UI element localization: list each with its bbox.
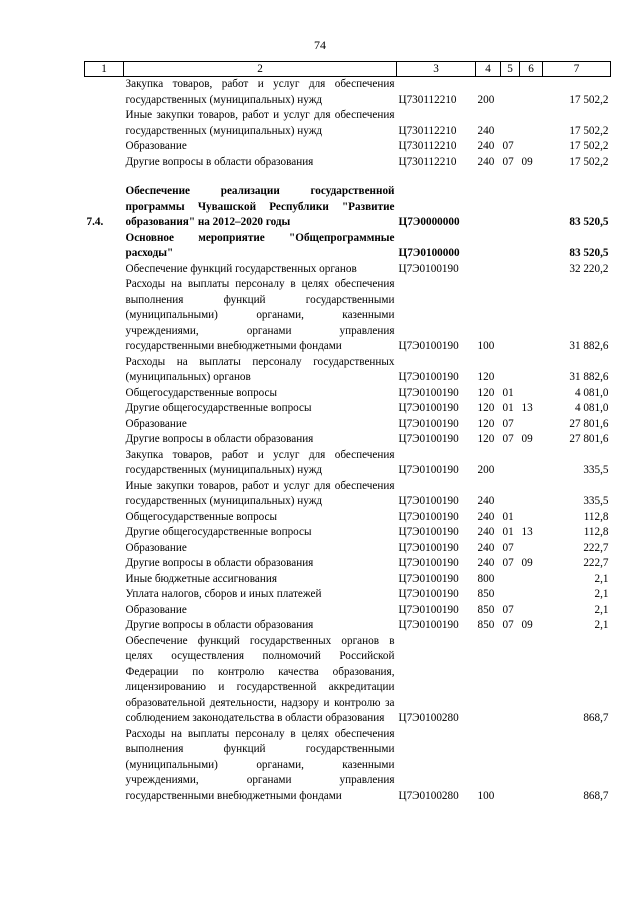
row-number	[85, 277, 124, 355]
table-row	[85, 448, 611, 479]
expense-type-code: 240	[477, 124, 495, 137]
expense-type-code: 100	[477, 340, 495, 352]
row-number	[85, 139, 124, 155]
column-header-row	[85, 62, 611, 77]
expense-type-code: 850	[477, 619, 495, 631]
table-row	[85, 727, 611, 805]
table-row	[85, 556, 611, 572]
expense-type-code: 120	[477, 417, 495, 430]
target-article-code: Ц7Э0100190	[398, 603, 459, 616]
subsection-code	[520, 634, 543, 727]
target-article-code: Ц7Э0100190	[398, 588, 459, 600]
target-article-code: Ц7Э0100190	[398, 510, 459, 523]
subsection-code: 09	[521, 433, 533, 445]
row-name: Образование	[125, 417, 187, 430]
row-number	[85, 525, 124, 541]
subsection-code: 09	[521, 155, 533, 168]
subsection-code	[520, 510, 543, 526]
section-code	[501, 448, 520, 479]
subsection-code	[520, 587, 543, 603]
column-header: 3	[397, 62, 476, 77]
amount-value: 27 801,6	[569, 417, 609, 430]
expense-type-code: 240	[477, 155, 495, 168]
page-number: 74	[314, 38, 326, 52]
row-number	[85, 401, 124, 417]
table-row	[85, 108, 611, 139]
amount-value: 112,8	[583, 526, 609, 538]
table-row	[85, 386, 611, 402]
amount-value: 27 801,6	[569, 433, 609, 445]
table-row	[85, 262, 611, 278]
amount-value: 2,1	[594, 588, 609, 600]
table-row	[85, 155, 611, 171]
spacer-row	[85, 170, 611, 184]
spacer-cell	[85, 170, 611, 184]
row-number: 7.4.	[86, 216, 104, 228]
expense-type-code: 120	[477, 371, 495, 383]
subsection-code	[520, 184, 543, 231]
budget-table	[84, 61, 611, 804]
expense-type-code: 200	[477, 464, 495, 476]
row-number	[85, 386, 124, 402]
row-name: Образование	[125, 603, 187, 616]
row-name: Обеспечение реализации государственной программы Чувашской Республики "Развитие образования" на 2012–2020 годы	[125, 185, 395, 228]
subsection-code	[520, 386, 543, 402]
target-article-code: Ц7Э0100190	[398, 386, 459, 399]
column-header: 2	[124, 62, 397, 77]
subsection-code	[520, 77, 543, 109]
row-name: Иные закупки товаров, работ и услуг для обеспечения государственных (муниципальных) нужд	[125, 479, 395, 507]
row-number	[85, 448, 124, 479]
expense-type-code: 240	[477, 557, 495, 569]
target-article-code: Ц7Э0100280	[398, 712, 459, 724]
row-name: Образование	[125, 140, 187, 152]
section-code: 07	[502, 619, 514, 631]
amount-value: 17 502,2	[569, 124, 609, 137]
table-row	[85, 541, 611, 557]
subsection-code	[520, 479, 543, 510]
expense-type-code	[476, 634, 501, 727]
column-header: 4	[476, 62, 501, 77]
table-row	[85, 77, 611, 109]
target-article-code: Ц7Э0100190	[398, 464, 459, 476]
section-code: 01	[502, 510, 514, 523]
section-code	[501, 572, 520, 588]
row-number	[85, 727, 124, 805]
column-header: 5	[501, 62, 520, 77]
expense-type-code: 240	[477, 140, 495, 152]
row-name: Закупка товаров, работ и услуг для обеспечения государственных (муниципальных) нужд	[125, 448, 395, 476]
target-article-code: Ц7Э0000000	[398, 216, 460, 228]
expense-type-code: 850	[477, 588, 495, 600]
row-name: Общегосударственные вопросы	[125, 386, 278, 399]
table-row	[85, 510, 611, 526]
target-article-code: Ц7Э0100190	[398, 557, 459, 569]
target-article-code: Ц7Э0100190	[398, 619, 459, 631]
row-name: Расходы на выплаты персоналу государственных (муниципальных) органов	[125, 355, 395, 383]
row-name: Образование	[125, 541, 187, 554]
row-number	[85, 556, 124, 572]
expense-type-code: 240	[477, 510, 495, 523]
section-code	[501, 727, 520, 805]
target-article-code: Ц7Э0100280	[398, 789, 459, 802]
row-number	[85, 587, 124, 603]
table-row	[85, 139, 611, 155]
target-article-code: Ц730112210	[398, 93, 457, 106]
expense-type-code: 200	[477, 93, 495, 106]
expense-type-code: 120	[477, 433, 495, 445]
section-code: 07	[502, 603, 514, 616]
amount-value: 32 220,2	[569, 262, 609, 275]
section-code: 07	[502, 433, 514, 445]
row-number	[85, 355, 124, 386]
amount-value: 31 882,6	[569, 340, 609, 352]
table-body	[85, 62, 611, 805]
section-code	[501, 108, 520, 139]
target-article-code: Ц7Э0100190	[398, 433, 459, 445]
row-number	[85, 618, 124, 634]
target-article-code: Ц7Э0100190	[398, 417, 459, 430]
amount-value: 2,1	[594, 619, 609, 631]
subsection-code	[520, 448, 543, 479]
section-code	[501, 231, 520, 262]
row-name: Обеспечение функций государственных органов	[125, 262, 357, 275]
section-code: 07	[502, 417, 514, 430]
subsection-code	[520, 108, 543, 139]
target-article-code: Ц7Э0100190	[398, 541, 459, 554]
section-code	[501, 355, 520, 386]
section-code	[501, 262, 520, 278]
row-name: Расходы на выплаты персоналу в целях обеспечения выполнения функций государственными (муниципальными) органами, казенными учреждениями, органами управления государственными внебюджетными фондами	[125, 727, 395, 802]
target-article-code: Ц7Э0100190	[398, 402, 459, 414]
section-code: 07	[502, 541, 514, 554]
table-row	[85, 572, 611, 588]
row-name: Другие общегосударственные вопросы	[125, 526, 312, 538]
amount-value: 868,7	[583, 789, 609, 802]
section-code: 07	[502, 557, 514, 569]
row-number	[85, 432, 124, 448]
row-name: Другие вопросы в области образования	[125, 433, 314, 445]
row-number	[85, 417, 124, 433]
target-article-code: Ц7Э0100190	[398, 495, 459, 507]
subsection-code: 13	[521, 526, 533, 538]
expense-type-code	[476, 262, 501, 278]
row-number	[85, 231, 124, 262]
table-row	[85, 587, 611, 603]
target-article-code: Ц7Э0100190	[398, 371, 459, 383]
target-article-code: Ц7Э0100190	[398, 340, 459, 352]
target-article-code: Ц730112210	[398, 124, 457, 137]
subsection-code	[520, 572, 543, 588]
row-name: Обеспечение функций государственных органов в целях осуществления полномочий Российской Федерации по контролю качества образования, лицензированию и государственной аккредитации образовательной деятельности, надзору и контролю за соблюдением законодательства в области образования	[125, 634, 395, 724]
table-row	[85, 184, 611, 231]
row-name: Иные бюджетные ассигнования	[125, 572, 277, 585]
amount-value: 335,5	[583, 464, 609, 476]
expense-type-code: 240	[477, 526, 495, 538]
section-code	[501, 184, 520, 231]
row-name: Другие вопросы в области образования	[125, 155, 314, 168]
row-name: Иные закупки товаров, работ и услуг для обеспечения государственных (муниципальных) нужд	[125, 109, 395, 137]
row-name: Закупка товаров, работ и услуг для обеспечения государственных (муниципальных) нужд	[125, 78, 395, 106]
expense-type-code: 120	[477, 402, 495, 414]
row-number	[85, 77, 124, 109]
row-number	[85, 479, 124, 510]
row-number	[85, 634, 124, 727]
amount-value: 4 081,0	[574, 402, 609, 414]
section-code	[501, 634, 520, 727]
row-number	[85, 510, 124, 526]
amount-value: 4 081,0	[574, 386, 609, 399]
table-row	[85, 355, 611, 386]
row-name: Общегосударственные вопросы	[125, 510, 278, 523]
subsection-code	[520, 231, 543, 262]
table-row	[85, 618, 611, 634]
subsection-code	[520, 541, 543, 557]
row-name: Другие общегосударственные вопросы	[125, 402, 312, 414]
section-code	[501, 587, 520, 603]
subsection-code: 09	[521, 619, 533, 631]
subsection-code: 09	[521, 557, 533, 569]
amount-value: 222,7	[583, 541, 609, 554]
amount-value: 83 520,5	[569, 247, 609, 259]
amount-value: 112,8	[583, 510, 609, 523]
row-name: Расходы на выплаты персоналу в целях обеспечения выполнения функций государственными (муниципальными) органами, казенными учреждениями, органами управления государственными внебюджетными фондами	[125, 278, 395, 352]
amount-value: 335,5	[583, 495, 609, 507]
target-article-code: Ц7Э0100190	[398, 526, 459, 538]
section-code	[501, 479, 520, 510]
subsection-code	[520, 603, 543, 619]
column-header: 1	[85, 62, 124, 77]
expense-type-code	[476, 184, 501, 231]
expense-type-code	[476, 231, 501, 262]
subsection-code	[520, 355, 543, 386]
amount-value: 31 882,6	[569, 371, 609, 383]
table-row	[85, 432, 611, 448]
table-row	[85, 231, 611, 262]
amount-value: 83 520,5	[569, 216, 609, 228]
target-article-code: Ц730112210	[398, 155, 457, 168]
subsection-code	[520, 727, 543, 805]
section-code: 01	[502, 526, 514, 538]
amount-value: 2,1	[594, 603, 609, 616]
row-name: Основное мероприятие "Общепрограммные расходы"	[125, 231, 395, 259]
row-number	[85, 541, 124, 557]
table-row	[85, 277, 611, 355]
subsection-code	[520, 262, 543, 278]
target-article-code: Ц7Э0100190	[398, 572, 459, 585]
target-article-code: Ц730112210	[398, 140, 457, 152]
amount-value: 2,1	[594, 572, 609, 585]
table-row	[85, 603, 611, 619]
subsection-code	[520, 139, 543, 155]
amount-value: 17 502,2	[569, 155, 609, 168]
section-code: 01	[502, 402, 514, 414]
section-code	[501, 77, 520, 109]
expense-type-code: 100	[477, 789, 495, 802]
target-article-code: Ц7Э0100000	[398, 247, 460, 259]
column-header: 7	[543, 62, 611, 77]
table-row	[85, 401, 611, 417]
row-number	[85, 155, 124, 171]
expense-type-code: 240	[477, 495, 495, 507]
section-code: 01	[502, 386, 514, 399]
table-row	[85, 479, 611, 510]
amount-value: 17 502,2	[569, 93, 609, 106]
expense-type-code: 800	[477, 572, 495, 585]
row-name: Другие вопросы в области образования	[125, 557, 314, 569]
expense-type-code: 120	[477, 386, 495, 399]
row-number	[85, 108, 124, 139]
table-row	[85, 525, 611, 541]
section-code: 07	[502, 140, 514, 152]
expense-type-code: 850	[477, 603, 495, 616]
row-number	[85, 603, 124, 619]
subsection-code: 13	[521, 402, 533, 414]
row-number	[85, 262, 124, 278]
amount-value: 17 502,2	[569, 140, 609, 152]
column-header: 6	[520, 62, 543, 77]
subsection-code	[520, 417, 543, 433]
amount-value: 222,7	[583, 557, 609, 569]
section-code: 07	[502, 155, 514, 168]
table-row	[85, 634, 611, 727]
row-number	[85, 572, 124, 588]
subsection-code	[520, 277, 543, 355]
row-name: Другие вопросы в области образования	[125, 619, 314, 631]
amount-value: 868,7	[583, 712, 609, 724]
expense-type-code: 240	[477, 541, 495, 554]
table-row	[85, 417, 611, 433]
row-name: Уплата налогов, сборов и иных платежей	[125, 588, 322, 600]
section-code	[501, 277, 520, 355]
target-article-code: Ц7Э0100190	[398, 262, 459, 275]
